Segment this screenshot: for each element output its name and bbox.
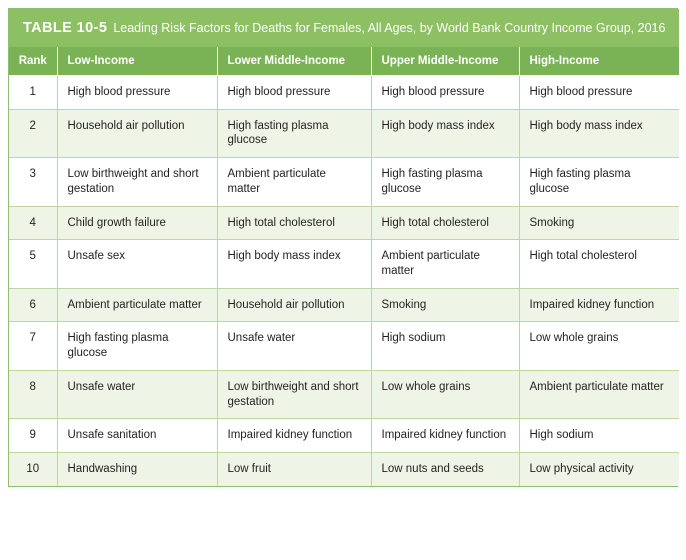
table-row [9, 240, 679, 288]
cell-lower-middle-income: High fasting plasma glucose [217, 109, 371, 157]
cell-upper-middle-income: High total cholesterol [371, 206, 519, 240]
cell-low-income: High fasting plasma glucose [57, 322, 217, 370]
cell-upper-middle-income: High blood pressure [371, 76, 519, 110]
table-header-row [9, 47, 679, 76]
cell-upper-middle-income: Smoking [371, 288, 519, 322]
table-row [9, 419, 679, 453]
cell-low-income: Unsafe sanitation [57, 419, 217, 453]
cell-low-income: High blood pressure [57, 76, 217, 110]
table-row [9, 109, 679, 157]
cell-lower-middle-income: Ambient particulate matter [217, 158, 371, 206]
cell-rank: 4 [9, 206, 57, 240]
cell-rank: 7 [9, 322, 57, 370]
column-header-lower-middle-income: Lower Middle-Income [217, 47, 371, 76]
cell-lower-middle-income: High blood pressure [217, 76, 371, 110]
cell-low-income: Handwashing [57, 453, 217, 486]
table-body [9, 76, 679, 486]
cell-upper-middle-income: High sodium [371, 322, 519, 370]
table-row [9, 453, 679, 486]
cell-rank: 9 [9, 419, 57, 453]
cell-high-income: High fasting plasma glucose [519, 158, 679, 206]
risk-factors-table-container [8, 8, 678, 487]
table-row [9, 288, 679, 322]
cell-lower-middle-income: Household air pollution [217, 288, 371, 322]
cell-high-income: High sodium [519, 419, 679, 453]
cell-rank: 6 [9, 288, 57, 322]
cell-lower-middle-income: High total cholesterol [217, 206, 371, 240]
cell-high-income: High blood pressure [519, 76, 679, 110]
cell-upper-middle-income: Low whole grains [371, 370, 519, 418]
cell-lower-middle-income: Impaired kidney function [217, 419, 371, 453]
table-row [9, 206, 679, 240]
cell-low-income: Ambient particulate matter [57, 288, 217, 322]
cell-upper-middle-income: High fasting plasma glucose [371, 158, 519, 206]
cell-upper-middle-income: Impaired kidney function [371, 419, 519, 453]
table-title-text: Leading Risk Factors for Deaths for Females, All Ages, by World Bank Country Income Group, 2016 [113, 21, 666, 35]
cell-low-income: Unsafe sex [57, 240, 217, 288]
column-header-upper-middle-income: Upper Middle-Income [371, 47, 519, 76]
cell-upper-middle-income: Ambient particulate matter [371, 240, 519, 288]
cell-rank: 8 [9, 370, 57, 418]
cell-low-income: Low birthweight and short gestation [57, 158, 217, 206]
cell-high-income: Impaired kidney function [519, 288, 679, 322]
cell-low-income: Household air pollution [57, 109, 217, 157]
table-row [9, 322, 679, 370]
cell-lower-middle-income: Low birthweight and short gestation [217, 370, 371, 418]
cell-rank: 10 [9, 453, 57, 486]
table-row [9, 76, 679, 110]
cell-lower-middle-income: High body mass index [217, 240, 371, 288]
table-row [9, 370, 679, 418]
table-number-label: TABLE 10-5 [23, 20, 108, 36]
table-title-cell [9, 9, 679, 47]
cell-lower-middle-income: Low fruit [217, 453, 371, 486]
column-header-low-income: Low-Income [57, 47, 217, 76]
cell-high-income: Ambient particulate matter [519, 370, 679, 418]
column-header-rank: Rank [9, 47, 57, 76]
cell-rank: 2 [9, 109, 57, 157]
cell-low-income: Child growth failure [57, 206, 217, 240]
cell-high-income: High body mass index [519, 109, 679, 157]
cell-rank: 3 [9, 158, 57, 206]
cell-rank: 5 [9, 240, 57, 288]
cell-low-income: Unsafe water [57, 370, 217, 418]
cell-upper-middle-income: Low nuts and seeds [371, 453, 519, 486]
cell-rank: 1 [9, 76, 57, 110]
table-title-bar [9, 9, 679, 47]
cell-high-income: Low physical activity [519, 453, 679, 486]
risk-factors-table [9, 9, 679, 486]
cell-lower-middle-income: Unsafe water [217, 322, 371, 370]
cell-high-income: Smoking [519, 206, 679, 240]
table-row [9, 158, 679, 206]
cell-upper-middle-income: High body mass index [371, 109, 519, 157]
column-header-high-income: High-Income [519, 47, 679, 76]
cell-high-income: High total cholesterol [519, 240, 679, 288]
cell-high-income: Low whole grains [519, 322, 679, 370]
